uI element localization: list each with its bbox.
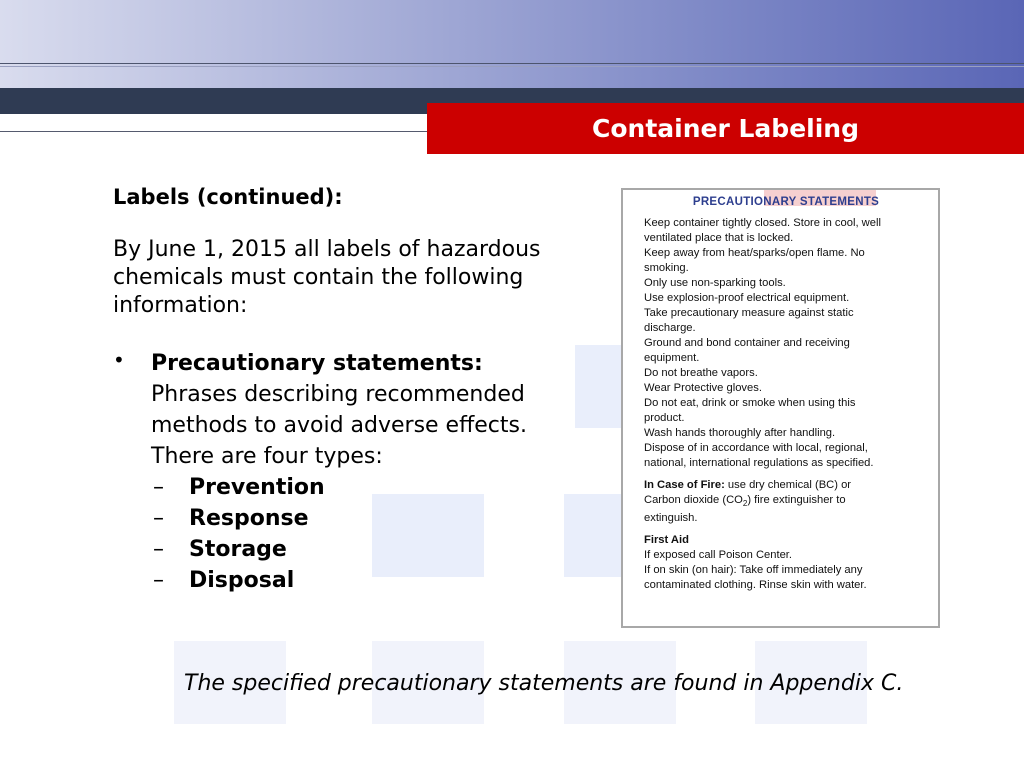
list-item <box>151 534 563 565</box>
fire-label: In Case of Fire: <box>644 479 725 491</box>
bullet-marker: • <box>113 348 125 372</box>
label-line: Only use non-sparking tools. <box>644 277 786 289</box>
fire-section <box>644 478 928 526</box>
first-aid-line: If on skin (on hair): Take off immediately any <box>644 564 863 577</box>
fire-line-1: In Case of Fire: use dry chemical (BC) or <box>644 479 852 491</box>
fire-line-3: extinguish. <box>644 512 698 525</box>
label-line: product. <box>644 412 685 424</box>
list-item <box>151 472 563 503</box>
list-item <box>151 503 563 534</box>
type-label: Prevention <box>189 475 325 500</box>
first-aid-line: If exposed call Poison Center. <box>644 549 793 562</box>
label-line: equipment. <box>644 352 700 364</box>
label-line: Keep container tightly closed. Store in cool, well <box>644 217 881 229</box>
label-line: Take precautionary measure against static <box>644 307 854 319</box>
label-line: discharge. <box>644 322 696 334</box>
label-line: ventilated place that is locked. <box>644 232 794 244</box>
section-subheading: Labels (continued): <box>113 185 343 209</box>
label-line: Dispose of in accordance with local, regional, <box>644 442 868 454</box>
label-line: Use explosion-proof electrical equipment. <box>644 292 850 304</box>
bullet-heading: Precautionary statements: <box>151 351 483 376</box>
bullet-text: Phrases describing recommended methods to avoid adverse effects. There are four types: <box>151 382 527 469</box>
dash-marker: – <box>153 475 164 500</box>
label-statements <box>644 216 928 471</box>
header-rule <box>0 63 1024 64</box>
slide-title: Container Labeling <box>592 114 859 143</box>
label-line: national, international regulations as specified. <box>644 457 874 469</box>
header-gradient-band <box>0 0 1024 88</box>
label-heading: PRECAUTIONARY STATEMENTS <box>644 196 928 208</box>
header-rule-light <box>0 66 1024 67</box>
fire-line-2: Carbon dioxide $(CO_2)$ fire extinguisher to <box>644 494 846 509</box>
statement-types-list <box>151 472 563 596</box>
type-label: Response <box>189 506 309 531</box>
dash-marker: – <box>153 537 164 562</box>
label-line: Wash hands thoroughly after handling. <box>644 427 836 439</box>
label-line: Keep away from heat/sparks/open flame. No <box>644 247 865 259</box>
title-bar <box>427 103 1024 154</box>
bullet-item <box>113 348 563 596</box>
label-line: Do not eat, drink or smoke when using this <box>644 397 856 409</box>
label-line: Wear Protective gloves. <box>644 382 762 394</box>
precautionary-label-image <box>621 188 940 628</box>
first-aid-label: First Aid <box>644 534 689 547</box>
slide-body <box>113 182 563 596</box>
label-line: Do not breathe vapors. <box>644 367 758 379</box>
label-line: smoking. <box>644 262 689 274</box>
type-label: Disposal <box>189 568 295 593</box>
dash-marker: – <box>153 568 164 593</box>
footer-note: The specified precautionary statements are found in Appendix C. <box>184 671 904 696</box>
label-line: Ground and bond container and receiving <box>644 337 850 349</box>
list-item <box>151 565 563 596</box>
type-label: Storage <box>189 537 287 562</box>
first-aid-line: contaminated clothing. Rinse skin with water. <box>644 579 867 592</box>
header-thin-rule <box>0 131 430 132</box>
dash-marker: – <box>153 506 164 531</box>
intro-paragraph: By June 1, 2015 all labels of hazardous chemicals must contain the following information: <box>113 237 541 318</box>
first-aid-section <box>644 533 928 593</box>
